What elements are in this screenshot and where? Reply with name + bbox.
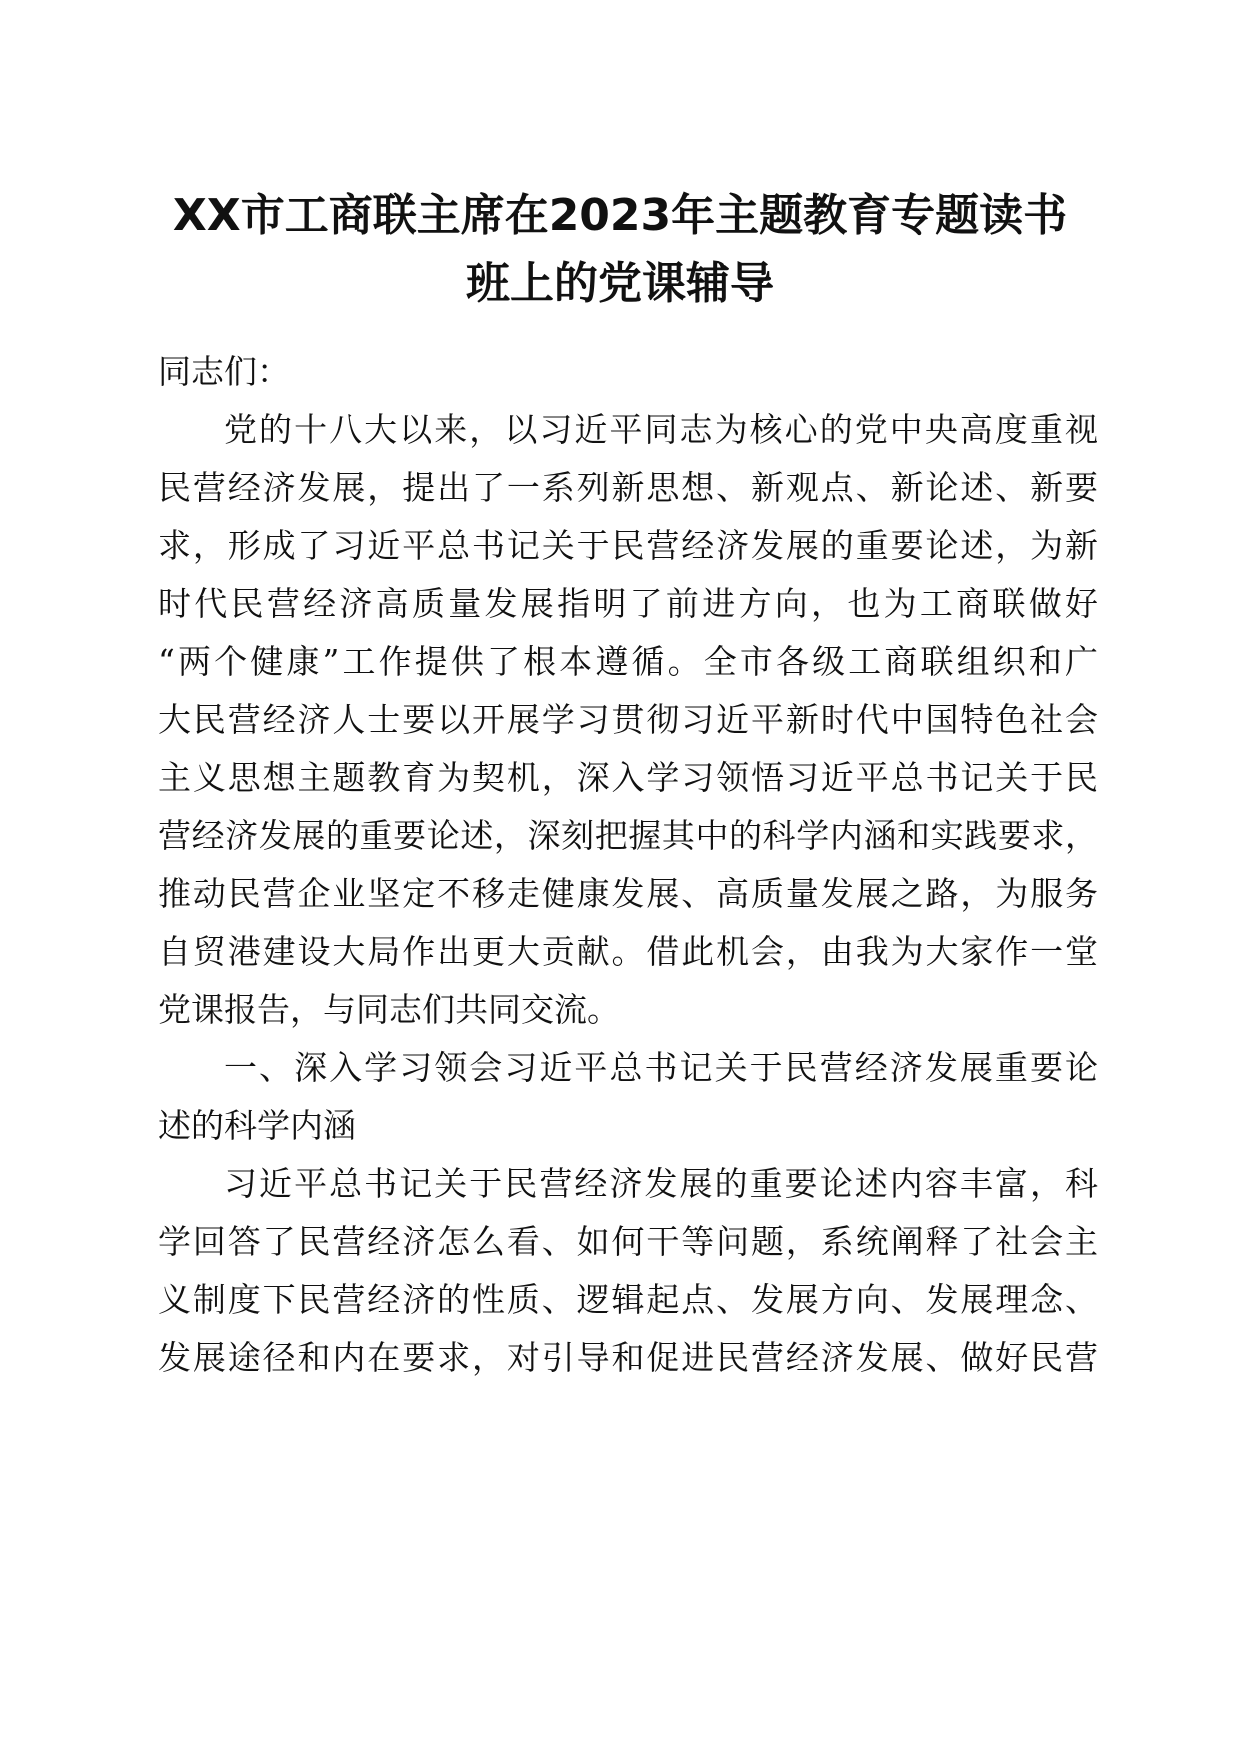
paragraph-1-line: 自贸港建设大局作出更大贡献。借此机会，由我为大家作一堂 [158, 932, 1098, 971]
paragraph-1-line: 党的十八大以来，以习近平同志为核心的党中央高度重视 [224, 410, 1098, 449]
title-line-1: XX市工商联主席在2023年主题教育专题读书 [172, 190, 1068, 241]
title-line-2: 班上的党课辅导 [466, 258, 774, 309]
paragraph-2-line: 义制度下民营经济的性质、逻辑起点、发展方向、发展理念、 [158, 1280, 1098, 1319]
salutation: 同志们： [158, 352, 290, 391]
section-heading-line: 一、深入学习领会习近平总书记关于民营经济发展重要论 [224, 1048, 1098, 1087]
paragraph-1-line: 求，形成了习近平总书记关于民营经济发展的重要论述，为新 [158, 526, 1098, 565]
paragraph-1-line: 推动民营企业坚定不移走健康发展、高质量发展之路，为服务 [158, 874, 1098, 913]
paragraph-2-line: 习近平总书记关于民营经济发展的重要论述内容丰富，科 [224, 1164, 1098, 1203]
paragraph-1-line: 主义思想主题教育为契机，深入学习领悟习近平总书记关于民 [158, 758, 1098, 797]
section-heading-line: 述的科学内涵 [158, 1106, 356, 1145]
paragraph-1-line: 营经济发展的重要论述，深刻把握其中的科学内涵和实践要求， [158, 816, 1098, 855]
paragraph-2-line: 学回答了民营经济怎么看、如何干等问题，系统阐释了社会主 [158, 1222, 1098, 1261]
paragraph-1-line: 大民营经济人士要以开展学习贯彻习近平新时代中国特色社会 [158, 700, 1098, 739]
paragraph-1-line: “两个健康”工作提供了根本遵循。全市各级工商联组织和广 [158, 642, 1098, 681]
paragraph-1-line: 党课报告，与同志们共同交流。 [158, 990, 620, 1029]
paragraph-1-line: 民营经济发展，提出了一系列新思想、新观点、新论述、新要 [158, 468, 1098, 507]
paragraph-2-line: 发展途径和内在要求，对引导和促进民营经济发展、做好民营 [158, 1338, 1098, 1377]
paragraph-1-line: 时代民营经济高质量发展指明了前进方向，也为工商联做好 [158, 584, 1098, 623]
